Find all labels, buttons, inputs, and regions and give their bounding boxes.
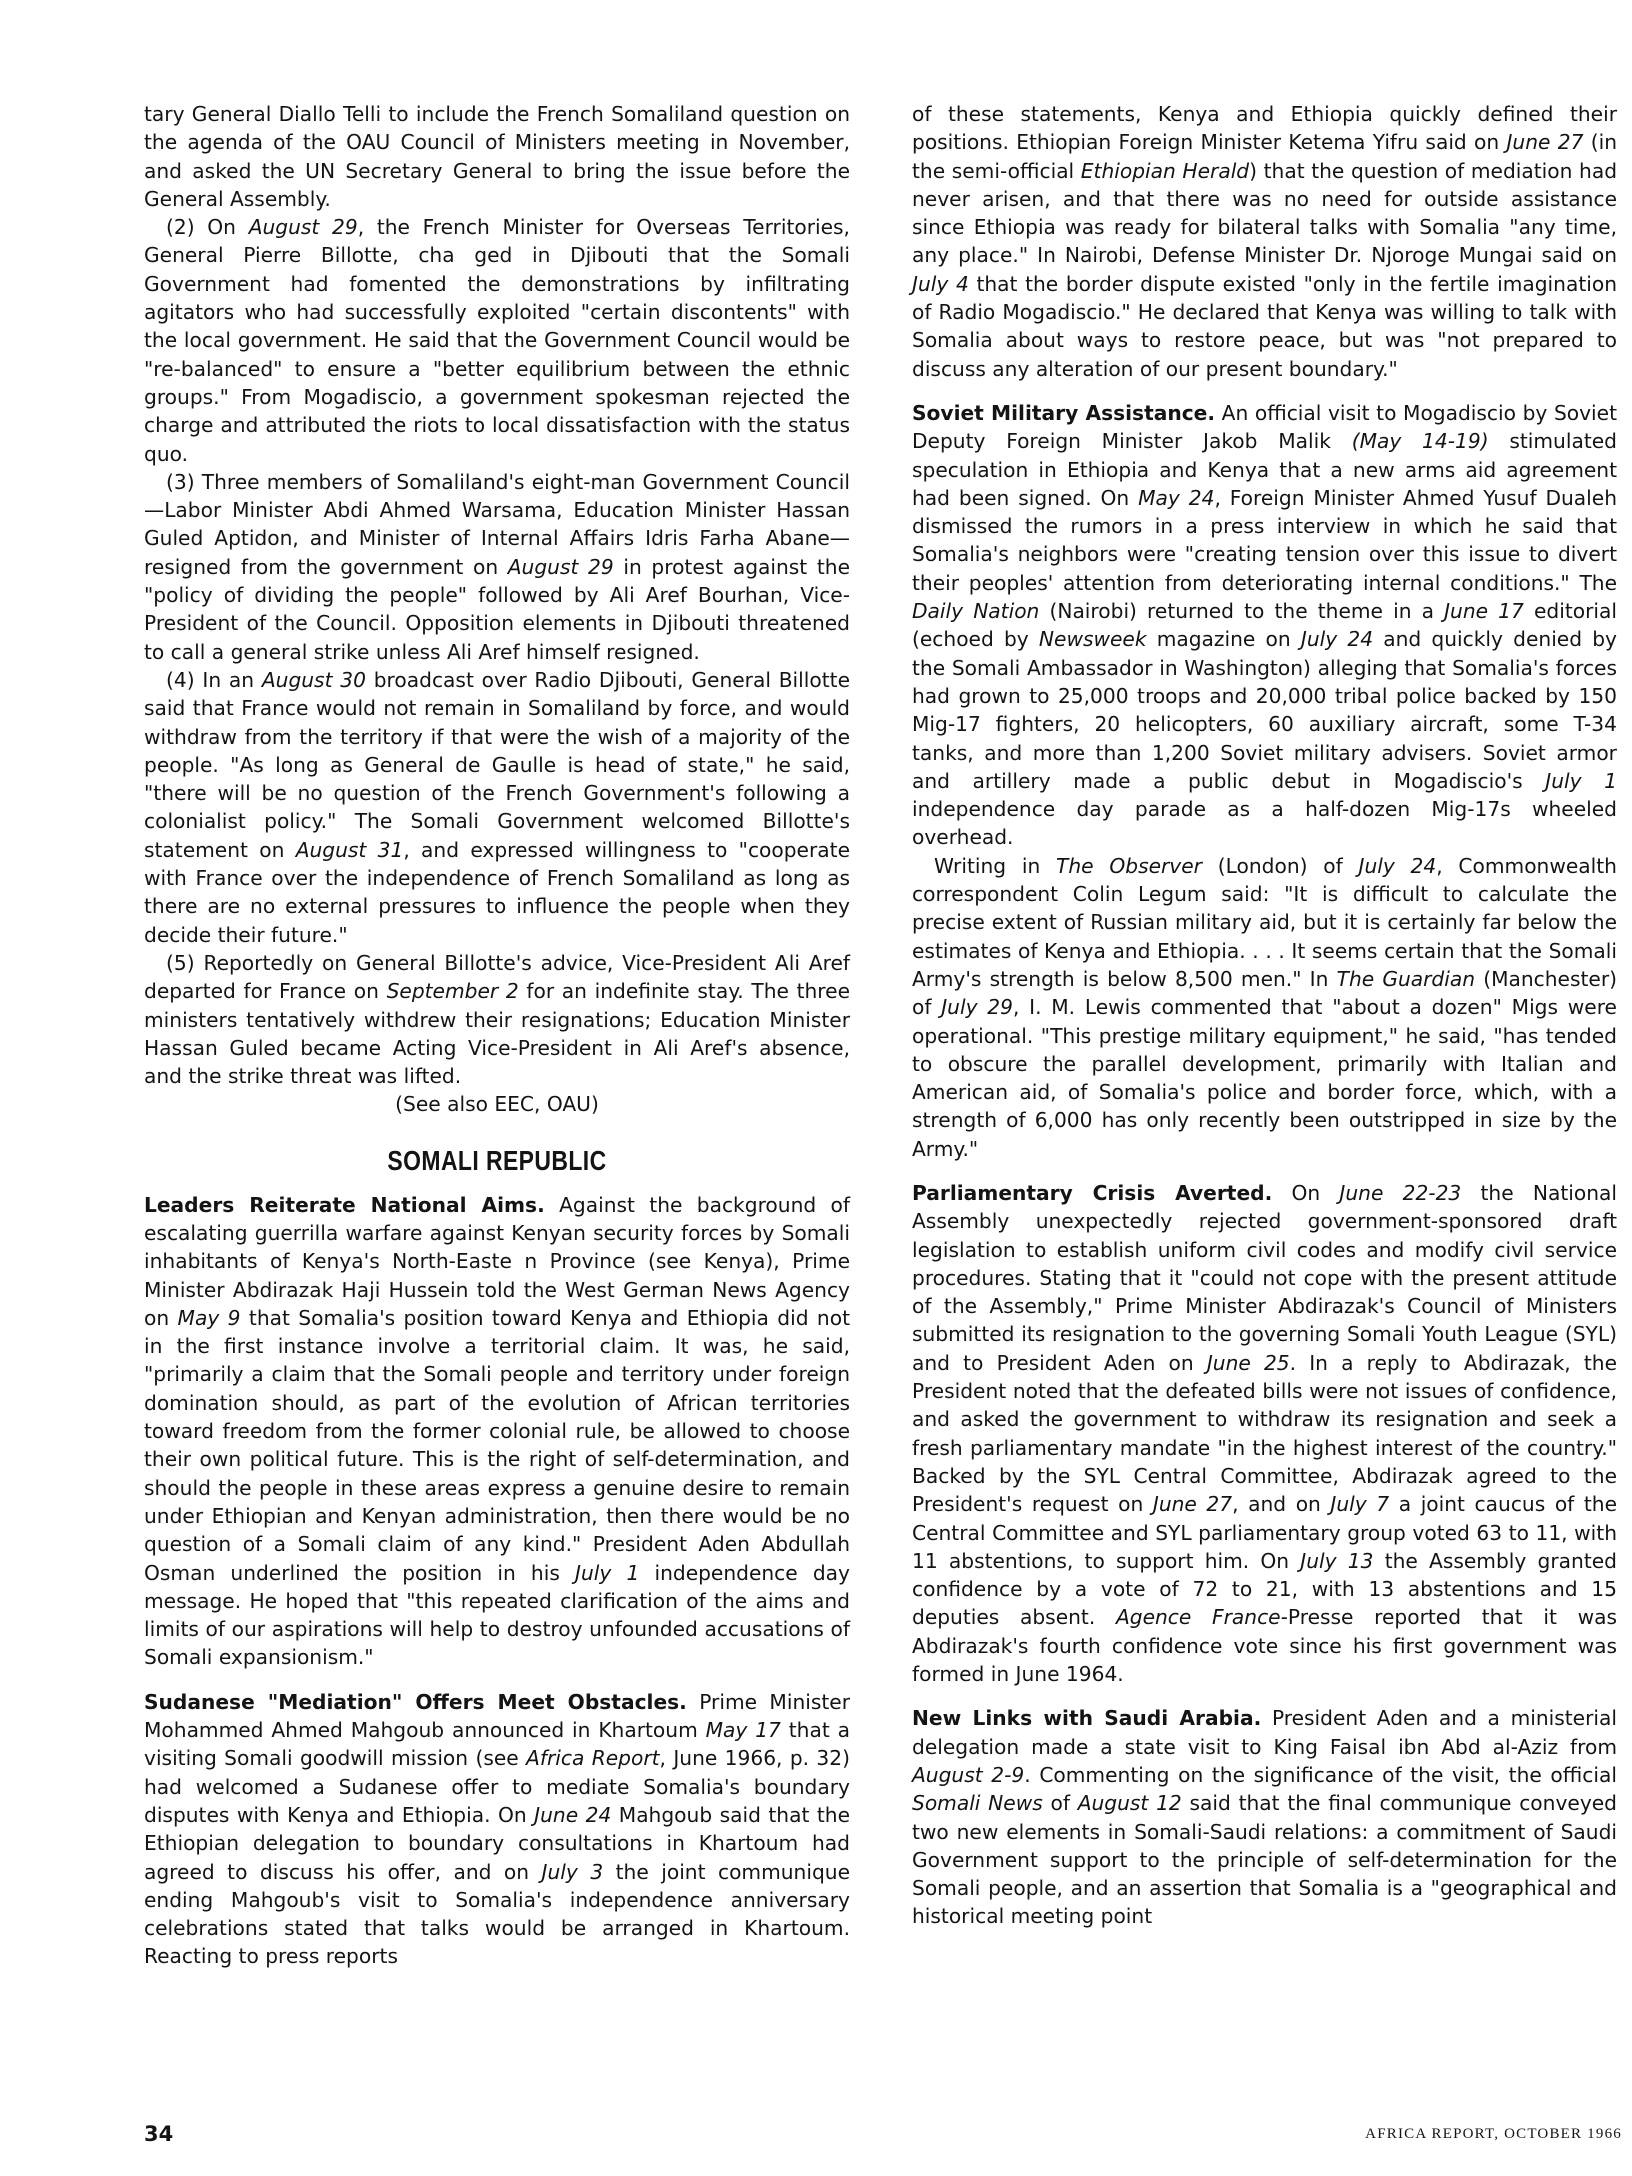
article-heading: Sudanese "Mediation" Offers Meet Obstacles. (144, 1689, 687, 1714)
article-paragraph: New Links with Saudi Arabia. President Aden and a ministerial delegation made a state visit to King Faisal ibn Abd al-Aziz from August 2-9. Commenting on the significance of the visit, the official Somali News of August 12 said that the final communique conveyed two new elements in Somali-Saudi relations: a commitment of Saudi Government support to the principle of self-determination for the Somali people, and an assertion that Somalia is a "geographical and historical meeting point (912, 1706, 1617, 1929)
page-number: 34 (144, 2122, 174, 2146)
article-paragraph: Soviet Military Assistance. An official visit to Mogadiscio by Soviet Deputy Foreign Minister Jakob Malik (May 14-19) stimulated speculation in Ethiopia and Kenya that a new arms aid agreement had been signed. On May 24, Foreign Minister Ahmed Yusuf Dualeh dismissed the rumors in a press interview in which he said that Somalia's neighbors were "creating tension over this issue to divert their peoples' attention from deteriorating internal conditions." The Daily Nation (Nairobi) returned to the theme in a June 17 editorial (echoed by Newsweek magazine on July 24 and quickly denied by the Somali Ambassador in Washington) alleging that Somalia's forces had grown to 25,000 troops and 20,000 tribal police backed by 150 Mig-17 fighters, 20 helicopters, 60 auxiliary aircraft, some T-34 tanks, and more than 1,200 Soviet military advisers. Soviet armor and artillery made a public debut in Mogadiscio's July 1 independence day parade as a half-dozen Mig-17s wheeled overhead. (912, 400, 1618, 850)
paragraph: (4) In an August 30 broadcast over Radio Djibouti, General Billotte said that France would not remain in Somaliland by force, and would withdraw from the territory if that were the wish of a majority of the people. "As long as General de Gaulle is head of state," he said, "there will be no question of the French Government's following a colonialist policy." The Somali Government welcomed Billotte's statement on August 31, and expressed willingness to "cooperate with France over the independence of French Somaliland as long as there are no external pressures to influence the people when they decide their future." (144, 667, 850, 947)
see-also-note: (See also EEC, OAU) (395, 1092, 599, 1117)
left-column (144, 100, 850, 1971)
paragraph: (5) Reportedly on General Billotte's advice, Vice-President Ali Aref departed for France on September 2 for an indefinite stay. The three ministers tentatively withdrew their resignations; Education Minister Hassan Guled became Acting Vice-President in Ali Aref's absence, and the strike threat was lifted. (144, 950, 850, 1089)
paragraph: (3) Three members of Somaliland's eight-man Government Council—Labor Minister Abdi Ahmed Warsama, Education Minister Hassan Guled Aptidon, and Minister of Internal Affairs Idris Farha Abane—resigned from the government on August 29 in protest against the "policy of dividing the people" followed by Ali Aref Bourhan, Vice-President of the Council. Opposition elements in Djibouti threatened to call a general strike unless Ali Aref himself resigned. (144, 469, 850, 664)
section-heading: SOMALI REPUBLIC (387, 1144, 607, 1176)
article-paragraph: Parliamentary Crisis Averted. On June 22-23 the National Assembly unexpectedly rejected government-sponsored draft legislation to establish uniform civil codes and modify civil service procedures. Stating that it "could not cope with the present attitude of the Assembly," Prime Minister Abdirazak's Council of Ministers submitted its resignation to the governing Somali Youth League (SYL) and to President Aden on June 25. In a reply to Abdirazak, the President noted that the defeated bills were not issues of confidence, and asked the government to withdraw its resignation and seek a fresh parliamentary mandate "in the highest interest of the country." Backed by the SYL Central Committee, Abdirazak agreed to the President's request on June 27, and on July 7 a joint caucus of the Central Committee and SYL parliamentary group voted 63 to 11, with 11 abstentions, to support him. On July 13 the Assembly granted confidence by a vote of 72 to 21, with 13 abstentions and 15 deputies absent. Agence France-Presse reported that it was Abdirazak's fourth confidence vote since his first government was formed in June 1964. (912, 1180, 1618, 1687)
paragraph: tary General Diallo Telli to include the French Somaliland question on the agenda of the OAU Council of Ministers meeting in November, and asked the UN Secretary General to bring the issue before the General Assembly. (144, 102, 850, 211)
article-heading: Soviet Military Assistance. (912, 400, 1216, 425)
paragraph: Writing in The Observer (London) of July 24, Commonwealth correspondent Colin Legum said: "It is difficult to calculate the precise extent of Russian military aid, but it is certainly far below the estimates of Kenya and Ethiopia. . . . It seems certain that the Somali Army's strength is below 8,500 men." In The Guardian (Manchester) of July 29, I. M. Lewis commented that "about a dozen" Migs were operational. "This prestige military equipment," he said, "has tended to obscure the parallel development, primarily with Italian and American aid, of Somalia's police and border force, which, with a strength of 6,000 has only recently been outstripped in size by the Army." (912, 853, 1618, 1161)
article-paragraph: Sudanese "Mediation" Offers Meet Obstacles. Prime Minister Mohammed Ahmed Mahgoub announced in Khartoum May 17 that a visiting Somali goodwill mission (see Africa Report, June 1966, p. 32) had welcomed a Sudanese offer to mediate Somalia's boundary disputes with Kenya and Ethiopia. On June 24 Mahgoub said that the Ethiopian delegation to boundary consultations in Khartoum had agreed to discuss his offer, and on July 3 the joint communique ending Mahgoub's visit to Somalia's independence anniversary celebrations stated that talks would be arranged in Khartoum. Reacting to press reports (144, 1689, 850, 1969)
paragraph: of these statements, Kenya and Ethiopia quickly defined their positions. Ethiopian Foreign Minister Ketema Yifru said on June 27 (in the semi-official Ethiopian Herald) that the question of mediation had never arisen, and that there was no need for outside assistance since Ethiopia was ready for bilateral talks with Somalia "any time, any place." In Nairobi, Defense Minister Dr. Njoroge Mungai said on July 4 that the border dispute existed "only in the fertile imagination of Radio Mogadiscio." He declared that Kenya was willing to talk with Somalia about ways to restore peace, but was "not prepared to discuss any alteration of our present boundary." (912, 102, 1618, 381)
paragraph: (2) On August 29, the French Minister for Overseas Territories, General Pierre Billotte, cha ged in Djibouti that the Somali Government had fomented the demonstrations by infiltrating agitators who had successfully exploited "certain discontents" with the local government. He said that the Government Council would be "re-balanced" to ensure a "better equilibrium between the ethnic groups." From Mogadiscio, a government spokesman rejected the charge and attributed the riots to local dissatisfaction with the status quo. (144, 215, 850, 466)
right-column (912, 100, 1617, 1931)
article-heading: Parliamentary Crisis Averted. (912, 1180, 1273, 1205)
article-paragraph: Leaders Reiterate National Aims. Against the background of escalating guerrilla warfare against Kenyan security forces by Somali inhabitants of Kenya's North-Easte n Province (see Kenya), Prime Minister Abdirazak Haji Hussein told the West German News Agency on May 9 that Somalia's position toward Kenya and Ethiopia did not in the first instance involve a territorial claim. It was, he said, "primarily a claim that the Somali people and territory under foreign domination should, as part of the evolution of African territories toward freedom from the former colonial rule, be allowed to choose their own political future. This is the right of self-determination, and should the people in these areas express a genuine desire to remain under Ethiopian and Kenyan administration, then there would be no question of a Somali claim of any kind." President Aden Abdullah Osman underlined the position in his July 1 independence day message. He hoped that "this repeated clarification of the aims and limits of our aspirations will help to destroy unfounded accusations of Somali expansionism." (144, 1192, 850, 1670)
article-heading: Leaders Reiterate National Aims. (144, 1192, 545, 1217)
running-title: AFRICA REPORT, OCTOBER 1966 (1365, 2126, 1622, 2142)
article-heading: New Links with Saudi Arabia. (912, 1706, 1262, 1731)
